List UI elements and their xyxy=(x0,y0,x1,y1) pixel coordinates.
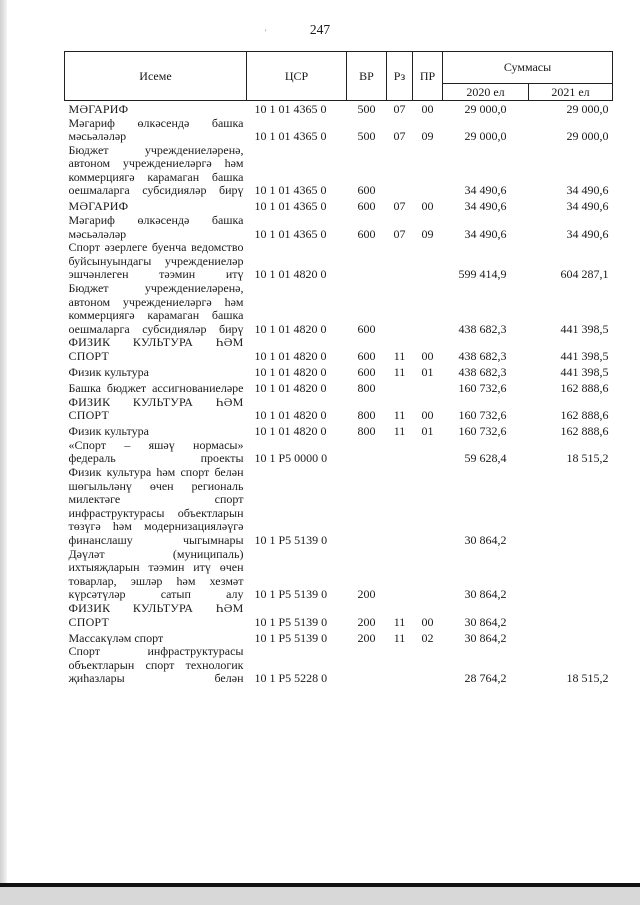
cell-vr: 200 xyxy=(357,614,376,629)
cell-y1: 34 490,6 xyxy=(464,199,507,214)
cell-name: Дәүләт (муниципаль) ихтыяҗларын тәэмин итү өчен товарлар, эшләр һәм хезмәт күрсәтүләр сатып алу xyxy=(68,546,244,602)
cell-y2: 29 000,0 xyxy=(566,129,609,144)
cell-name: ФИЗИК КУЛЬТУРА ҺӘМ СПОРТ xyxy=(68,394,244,423)
cell-name: Мәгариф өлкәсендә башка мәсьәләләр xyxy=(68,213,244,241)
table-row xyxy=(65,629,613,645)
cell-rz: 11 xyxy=(393,630,406,645)
cell-y1: 30 864,2 xyxy=(464,614,507,629)
cell-y2 xyxy=(529,548,613,602)
cell-pr xyxy=(413,466,443,548)
scan-edge-left xyxy=(0,0,7,905)
cell-y1: 34 490,6 xyxy=(464,226,507,241)
table-body xyxy=(65,101,613,686)
cell-rz: 07 xyxy=(393,199,406,214)
cell-rz: 07 xyxy=(393,129,406,144)
cell-csr: 10 1 P5 5139 0 xyxy=(254,630,328,645)
cell-name: Башка бюджет ассигнованиеләре xyxy=(68,381,244,395)
cell-y1: 30 864,2 xyxy=(464,587,507,602)
table-row xyxy=(65,241,613,282)
cell-name: МӘГАРИФ xyxy=(68,101,129,116)
cell-pr: 01 xyxy=(421,424,434,439)
cell-y2: 441 398,5 xyxy=(560,321,609,336)
cell-vr: 600 xyxy=(357,183,376,198)
header-pr: ПР xyxy=(413,52,443,101)
cell-csr: 10 1 01 4820 0 xyxy=(254,321,327,336)
cell-pr xyxy=(413,144,443,198)
cell-vr: 500 xyxy=(357,101,376,116)
cell-pr xyxy=(413,645,443,686)
cell-csr: 10 1 01 4365 0 xyxy=(254,101,327,116)
cell-pr: 00 xyxy=(421,101,434,116)
cell-y2: 441 398,5 xyxy=(560,365,609,379)
cell-pr: 00 xyxy=(421,614,434,629)
cell-csr: 10 1 01 4365 0 xyxy=(254,183,327,198)
cell-csr: 10 1 01 4365 0 xyxy=(254,199,327,214)
cell-vr xyxy=(347,645,387,686)
cell-csr: 10 1 01 4820 0 xyxy=(254,365,327,379)
header-csr: ЦСР xyxy=(247,52,347,101)
cell-vr xyxy=(347,466,387,548)
table-row xyxy=(65,380,613,396)
cell-name: Физик культура һәм спорт белән шөгыльләнү өчен региональ милектәге спорт инфраструктурасы объектларын төзүгә һәм модернизацияләүгә финанслашу чыгымнары xyxy=(68,464,244,547)
cell-y1: 29 000,0 xyxy=(464,101,507,116)
cell-pr xyxy=(413,380,443,396)
cell-name: Физик культура xyxy=(68,424,149,439)
cell-csr: 10 1 01 4365 0 xyxy=(254,226,327,241)
page-number: 247 xyxy=(309,22,331,37)
cell-vr: 800 xyxy=(357,408,376,423)
cell-pr: 02 xyxy=(421,630,434,645)
cell-rz xyxy=(387,439,413,466)
cell-name: «Спорт – яшәү нормасы» федераль проекты xyxy=(68,437,244,466)
cell-y1: 29 000,0 xyxy=(464,129,507,144)
cell-y2: 34 490,6 xyxy=(566,183,609,198)
cell-y2: 34 490,6 xyxy=(566,226,609,241)
table-row xyxy=(65,466,613,548)
cell-y2: 18 515,2 xyxy=(566,451,609,466)
cell-y2: 162 888,6 xyxy=(560,408,609,423)
cell-csr: 10 1 01 4820 0 xyxy=(254,408,327,423)
cell-rz: 11 xyxy=(393,614,406,629)
cell-vr: 600 xyxy=(357,349,376,363)
cell-y2 xyxy=(529,602,613,629)
table-row xyxy=(65,364,613,380)
cell-name: Массакүләм спорт xyxy=(68,630,164,645)
table-row xyxy=(65,144,613,198)
cell-vr xyxy=(347,439,387,466)
header-vr: ВР xyxy=(347,52,387,101)
cell-vr: 600 xyxy=(357,199,376,214)
table-row xyxy=(65,396,613,423)
cell-vr: 600 xyxy=(357,226,376,241)
cell-rz: 07 xyxy=(393,226,406,241)
cell-y1: 599 414,9 xyxy=(458,267,507,282)
table-row xyxy=(65,282,613,336)
cell-pr: 01 xyxy=(421,365,434,379)
table-row xyxy=(65,336,613,363)
cell-name: ФИЗИК КУЛЬТУРА ҺӘМ СПОРТ xyxy=(68,600,244,629)
cell-name: Бюджет учреждениеләренә, автоном учреждениеләргә һәм коммерциягә карамаган башка оешмаларга субсидияләр бирү xyxy=(68,281,244,336)
budget-table-container xyxy=(64,51,612,686)
cell-y1: 28 764,2 xyxy=(464,671,507,686)
budget-table xyxy=(64,51,613,686)
cell-vr: 200 xyxy=(357,630,376,645)
cell-csr: 10 1 01 4820 0 xyxy=(254,349,327,363)
cell-y2 xyxy=(529,629,613,645)
cell-y1: 160 732,6 xyxy=(458,408,507,423)
header-year-2021: 2021 ел xyxy=(529,84,613,101)
header-rz: Рз xyxy=(387,52,413,101)
cell-y1: 438 682,3 xyxy=(458,349,507,363)
cell-y1: 160 732,6 xyxy=(458,424,507,439)
cell-y1: 59 628,4 xyxy=(464,451,507,466)
cell-name: ФИЗИК КУЛЬТУРА ҺӘМ СПОРТ xyxy=(68,335,244,363)
table-row xyxy=(65,214,613,241)
cell-vr xyxy=(347,241,387,282)
cell-y2: 34 490,6 xyxy=(566,199,609,214)
cell-rz xyxy=(387,241,413,282)
cell-pr: 00 xyxy=(421,199,434,214)
cell-y2: 162 888,6 xyxy=(560,424,609,439)
cell-y1: 438 682,3 xyxy=(458,321,507,336)
cell-pr: 00 xyxy=(421,349,434,363)
cell-rz: 11 xyxy=(393,365,406,379)
cell-csr: 10 1 01 4820 0 xyxy=(254,424,327,439)
cell-vr: 600 xyxy=(357,365,376,379)
cell-csr: 10 1 01 4820 0 xyxy=(254,381,327,395)
cell-rz: 07 xyxy=(393,101,406,116)
cell-pr xyxy=(413,548,443,602)
table-row xyxy=(65,198,613,214)
table-row xyxy=(65,101,613,117)
cell-pr: 09 xyxy=(421,226,434,241)
cell-rz xyxy=(387,144,413,198)
scan-mark: ' xyxy=(265,28,267,37)
cell-rz xyxy=(387,282,413,336)
table-row xyxy=(65,548,613,602)
cell-y1: 438 682,3 xyxy=(458,365,507,379)
cell-name: Физик культура xyxy=(68,365,149,379)
cell-y1: 160 732,6 xyxy=(458,381,507,395)
cell-name: Бюджет учреждениеләренә, автоном учреждениеләргә һәм коммерциягә карамаган башка оешмаларга субсидияләр бирү xyxy=(68,142,244,198)
cell-pr xyxy=(413,439,443,466)
cell-pr: 09 xyxy=(421,129,434,144)
cell-csr: 10 1 01 4365 0 xyxy=(254,129,327,144)
table-header xyxy=(65,52,613,101)
cell-y1: 30 864,2 xyxy=(464,630,507,645)
table-row xyxy=(65,645,613,686)
cell-y2: 441 398,5 xyxy=(560,349,609,363)
cell-rz xyxy=(387,645,413,686)
cell-y1: 34 490,6 xyxy=(464,183,507,198)
cell-vr: 800 xyxy=(357,381,376,395)
cell-rz: 11 xyxy=(393,349,406,363)
cell-csr: 10 1 P5 5139 0 xyxy=(254,614,328,629)
cell-rz xyxy=(387,466,413,548)
cell-name: Мәгариф өлкәсендә башка мәсьәләләр xyxy=(68,115,244,144)
cell-y2: 29 000,0 xyxy=(566,101,609,116)
cell-csr: 10 1 P5 5139 0 xyxy=(254,532,328,547)
cell-csr: 10 1 P5 5228 0 xyxy=(254,671,328,686)
cell-csr: 10 1 01 4820 0 xyxy=(254,267,327,282)
cell-pr xyxy=(413,282,443,336)
cell-rz xyxy=(387,548,413,602)
cell-y1: 30 864,2 xyxy=(464,532,507,547)
cell-rz xyxy=(387,380,413,396)
table-row xyxy=(65,117,613,144)
cell-vr: 500 xyxy=(357,129,376,144)
cell-rz: 11 xyxy=(393,424,406,439)
cell-vr: 200 xyxy=(357,587,376,602)
header-year-2020: 2020 ел xyxy=(443,84,529,101)
cell-vr: 800 xyxy=(357,424,376,439)
cell-name: Спорт әзерлеге буенча ведомство буйсынуындагы учреждениеләр эшчәнлеген тәэмин итү xyxy=(68,240,244,282)
cell-name: МӘГАРИФ xyxy=(68,199,129,214)
table-row xyxy=(65,423,613,439)
cell-y2: 604 287,1 xyxy=(560,267,609,282)
table-row xyxy=(65,602,613,629)
header-name: Исеме xyxy=(65,52,247,101)
cell-pr: 00 xyxy=(421,408,434,423)
cell-y2 xyxy=(529,466,613,548)
cell-y2: 162 888,6 xyxy=(560,381,609,395)
cell-csr: 10 1 P5 5139 0 xyxy=(254,587,328,602)
cell-pr xyxy=(413,241,443,282)
header-sums: Суммасы xyxy=(443,52,613,84)
cell-y2: 18 515,2 xyxy=(566,671,609,686)
table-row xyxy=(65,439,613,466)
cell-name: Спорт инфраструктурасы объектларын спорт технологик җиһазлары белән xyxy=(68,644,244,686)
cell-rz: 11 xyxy=(393,408,406,423)
scan-edge-bottom xyxy=(0,883,640,905)
cell-vr: 600 xyxy=(357,321,376,336)
cell-csr: 10 1 P5 0000 0 xyxy=(254,451,328,466)
